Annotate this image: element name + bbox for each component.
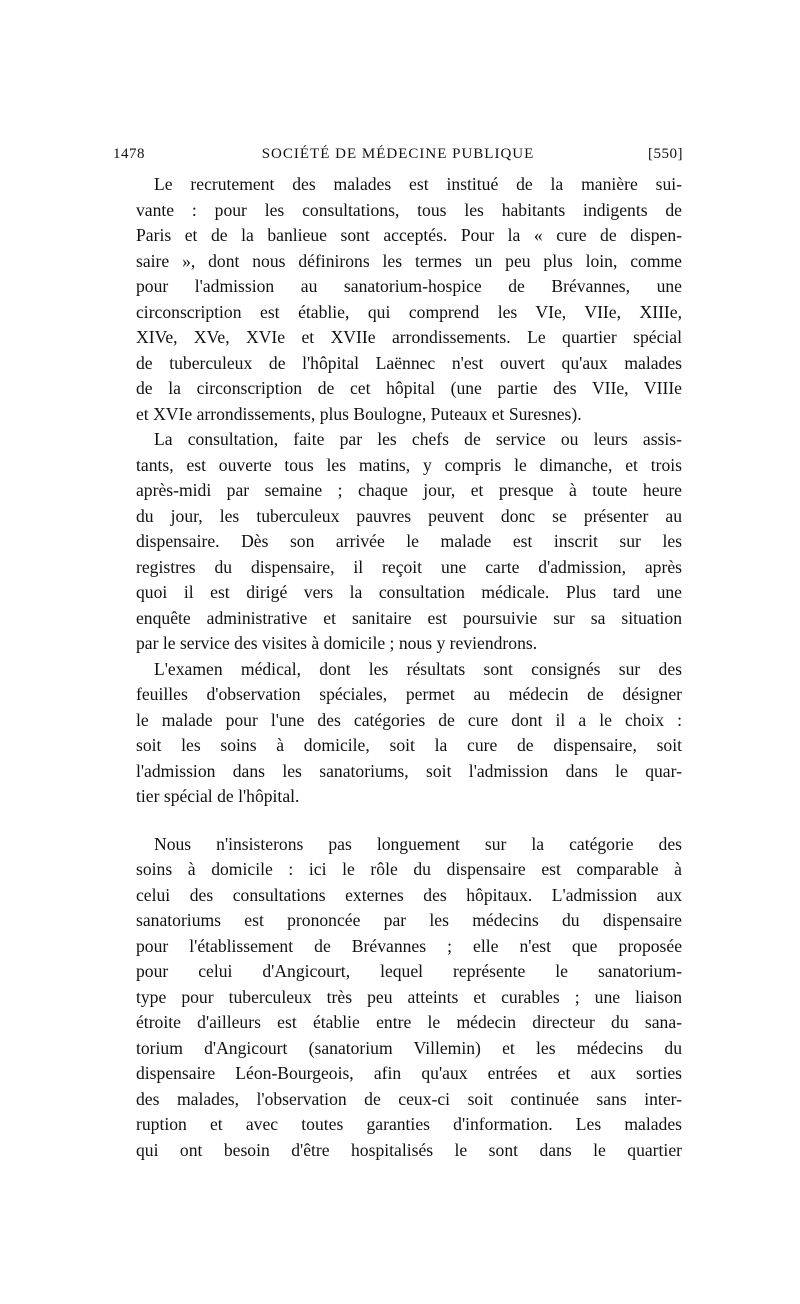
text-line: et XVIe arrondissements, plus Boulogne, Puteaux et Suresnes). [136, 403, 582, 424]
text-line: XIVe, XVe, XVIe et XVIIe arrondissements. Le quartier spécial [136, 327, 682, 347]
text-line: tier spécial de l'hôpital. [136, 786, 300, 806]
text-line: torium d'Angicourt (sanatorium Villemin) et les médecins du [136, 1037, 682, 1058]
text-line: étroite d'ailleurs est établie entre le médecin directeur du sana- [136, 1012, 682, 1032]
running-title: SOCIÉTÉ DE MÉDECINE PUBLIQUE [261, 146, 535, 162]
paragraph-4 [136, 832, 682, 1164]
paragraph-2 [136, 427, 682, 657]
text-line: soins à domicile : ici le rôle du dispensaire est comparable à [136, 859, 682, 879]
text-line: Nous n'insisterons pas longuement sur la catégorie des [154, 833, 682, 854]
text-line: après-midi par semaine ; chaque jour, et presque à toute heure [136, 480, 682, 500]
text-line: l'admission dans les sanatoriums, soit l'admission dans le quar- [136, 760, 682, 781]
text-line: quoi il est dirigé vers la consultation médicale. Plus tard une [136, 582, 682, 602]
text-line: dispensaire. Dès son arrivée le malade est inscrit sur les [136, 531, 682, 551]
text-line: soit les soins à domicile, soit la cure de dispensaire, soit [136, 735, 682, 755]
text-line: du jour, les tuberculeux pauvres peuvent donc se présenter au [136, 505, 682, 526]
text-line: La consultation, faite par les chefs de service ou leurs assis- [154, 429, 682, 449]
body-text [136, 172, 682, 1163]
text-line: registres du dispensaire, il reçoit une carte d'admission, après [136, 556, 682, 577]
running-header [113, 146, 683, 170]
text-line: vante : pour les consultations, tous les habitants indigents de [136, 199, 682, 220]
text-line: pour celui d'Angicourt, lequel représente le sanatorium- [136, 961, 682, 981]
text-line: Paris et de la banlieue sont acceptés. Pour la « cure de dispen- [136, 225, 682, 245]
text-line: L'examen médical, dont les résultats sont consignés sur des [154, 658, 682, 679]
paragraph-gap [136, 810, 682, 832]
text-line: sanatoriums est prononcée par les médecins du dispensaire [136, 910, 682, 930]
text-line: de la circonscription de cet hôpital (une partie des VIIe, VIIIe [136, 378, 682, 398]
text-line: saire », dont nous définirons les termes un peu plus loin, comme [136, 250, 682, 271]
text-line: feuilles d'observation spéciales, permet au médecin de désigner [136, 684, 682, 704]
text-line: par le service des visites à domicile ; nous y reviendrons. [136, 633, 538, 653]
page-reference: [550] [648, 146, 683, 162]
text-line: pour l'établissement de Brévannes ; elle n'est que proposée [136, 935, 682, 956]
paragraph-3 [136, 657, 682, 810]
text-line: celui des consultations externes des hôpitaux. L'admission aux [136, 884, 682, 905]
text-line: tants, est ouverte tous les matins, y compris le dimanche, et trois [136, 454, 682, 475]
text-line: enquête administrative et sanitaire est poursuivie sur sa situation [136, 607, 682, 628]
page-number: 1478 [113, 146, 145, 162]
text-line: circonscription est établie, qui comprend les VIe, VIIe, XIIIe, [136, 301, 682, 322]
text-line: dispensaire Léon-Bourgeois, afin qu'aux entrées et aux sorties [136, 1063, 682, 1083]
text-line: Le recrutement des malades est institué de la manière sui- [154, 174, 682, 194]
paragraph-1 [136, 172, 682, 427]
text-line: des malades, l'observation de ceux-ci soit continuée sans inter- [136, 1088, 682, 1109]
text-line: type pour tuberculeux très peu atteints et curables ; une liaison [136, 986, 682, 1007]
text-line: pour l'admission au sanatorium-hospice de Brévannes, une [136, 276, 682, 296]
text-line: qui ont besoin d'être hospitalisés le sont dans le quartier [136, 1139, 682, 1160]
text-line: le malade pour l'une des catégories de cure dont il a le choix : [136, 709, 682, 730]
text-line: ruption et avec toutes garanties d'information. Les malades [136, 1114, 682, 1134]
text-line: de tuberculeux de l'hôpital Laënnec n'est ouvert qu'aux malades [136, 352, 682, 373]
